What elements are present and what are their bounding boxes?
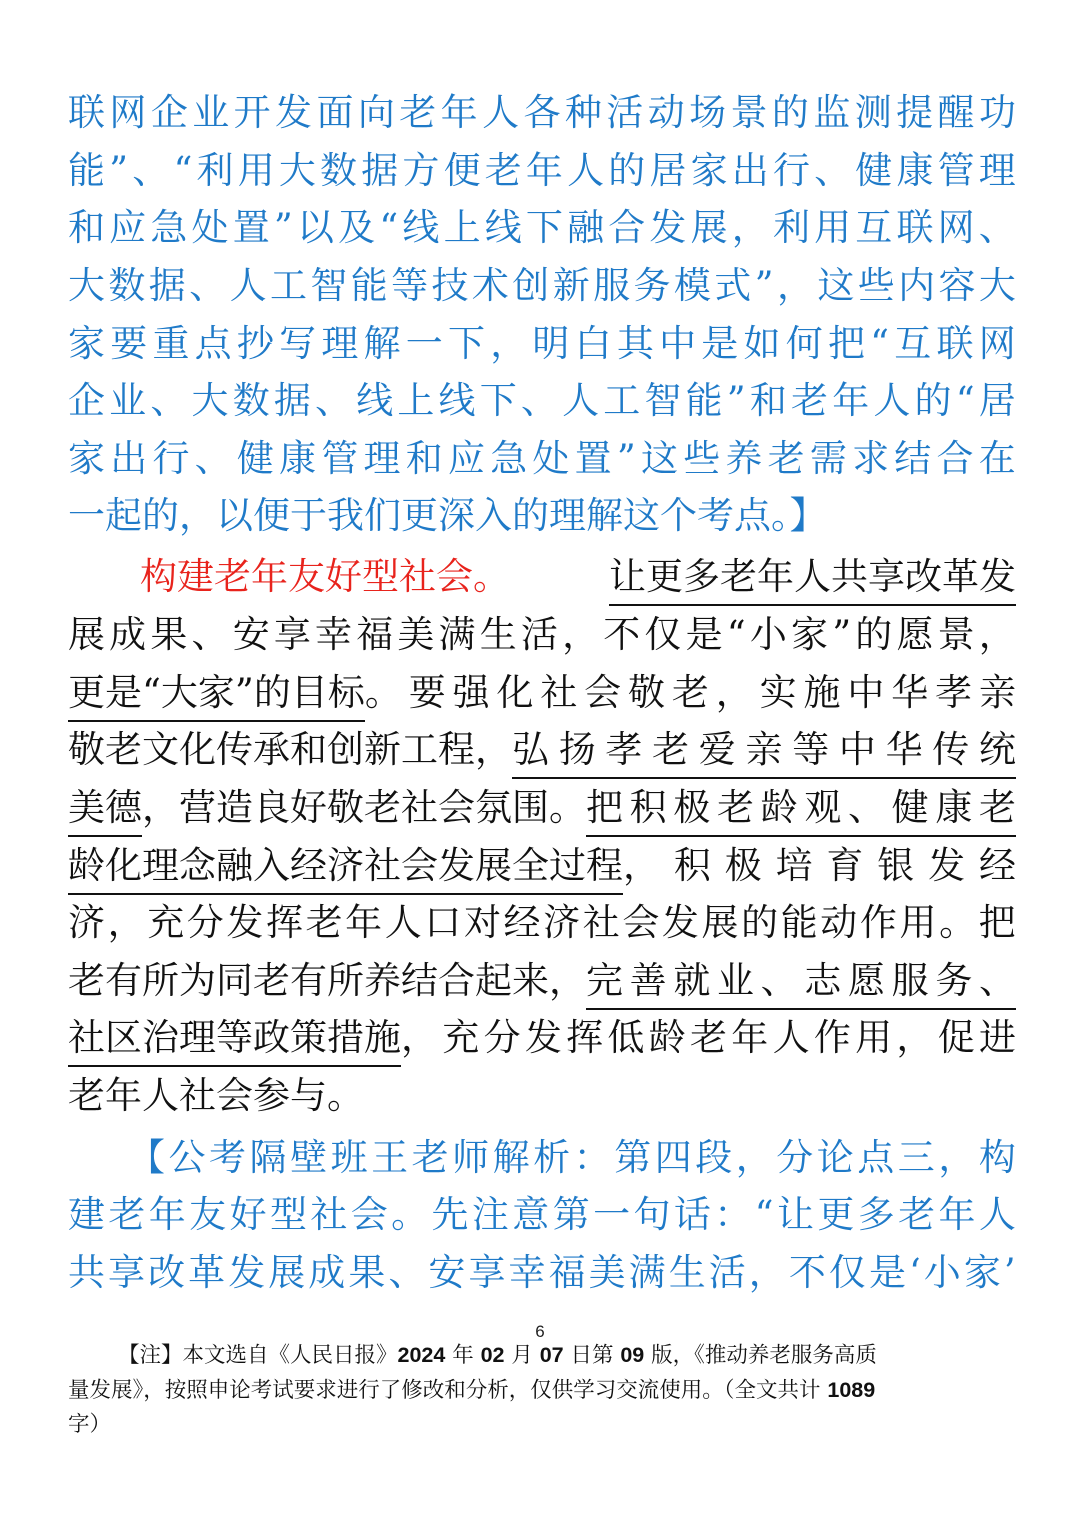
underlined-text: 更是“大家”的目标 bbox=[68, 664, 365, 722]
text-line: 老年人社会参与。 bbox=[68, 1074, 364, 1117]
underlined-text: 社区治理等政策措施 bbox=[68, 1009, 401, 1067]
footnote-line: 量发展》，按照申论考试要求进行了修改和分析，仅供学习交流使用。（全文共计 1089 bbox=[68, 1378, 876, 1403]
text-line: 大 数 据 、 人 工 智 能 等 技 术 创 新 服 务 模 式 ” ， 这 些 内 容 大 bbox=[68, 264, 1016, 307]
section-heading: 构建老年友好型社会。 bbox=[140, 555, 510, 598]
text-line: 企 业 、 大 数 据 、 线 上 线 下 、 人 工 智 能 ” 和 老 年 人 的 “ 居 bbox=[68, 379, 1016, 422]
text-line: 一起的，以便于我们更深入的理解这个考点。】 bbox=[68, 494, 827, 537]
text-line: 展 成 果 、 安 享 幸 福 美 满 生 活 ， 不 仅 是 “ 小 家 ” 的 愿 景 ， bbox=[68, 613, 1016, 656]
text-line: 能 ” 、 “ 利 用 大 数 据 方 便 老 年 人 的 居 家 出 行 、 健 康 管 理 bbox=[68, 149, 1016, 192]
footnote-line: 【注】本文选自《人民日报》2024 年 02 月 07 日第 09 版，《推动养老服务高质 bbox=[118, 1343, 877, 1368]
underlined-text: 美德 bbox=[68, 779, 142, 837]
underlined-text: 龄化理念融入经济社会发展全过程 bbox=[68, 837, 623, 895]
text-line: 【 公 考 隔 壁 班 王 老 师 解 析 ： 第 四 段 ， 分 论 点 三 ， 构 bbox=[128, 1136, 1016, 1179]
text-line: 美德 ，营造良好敬老社会氛围。 把积极老龄观、健康老 bbox=[68, 779, 1016, 837]
underlined-text: 让更多老年人共享改革发 bbox=[609, 548, 1016, 606]
text-line: 和 应 急 处 置 ” 以 及 “ 线 上 线 下 融 合 发 展 ， 利 用 互 联 网 、 bbox=[68, 206, 1016, 249]
text-line: 龄化理念融入经济社会发展全过程 ，积极培育银发经 bbox=[68, 837, 1016, 895]
text-line: 家 出 行 、 健 康 管 理 和 应 急 处 置 ” 这 些 养 老 需 求 结 合 在 bbox=[68, 437, 1016, 480]
text-line: 建 老 年 友 好 型 社 会 。 先 注 意 第 一 句 话 ： “ 让 更 多 老 年 人 bbox=[68, 1193, 1016, 1236]
text-line: 老有所为同老有所养结合起来， 完善就业、志愿服务、 bbox=[68, 952, 1016, 1010]
footnote-line: 字） bbox=[68, 1412, 112, 1437]
underlined-text: 把积极老龄观、健康老 bbox=[586, 779, 1016, 837]
text-line: 家 要 重 点 抄 写 理 解 一 下 ， 明 白 其 中 是 如 何 把 “ 互 联 网 bbox=[68, 322, 1016, 365]
text-line: 更是“大家”的目标 。要强化社会敬老，实施中华孝亲 bbox=[68, 664, 1016, 722]
text-line: 联 网 企 业 开 发 面 向 老 年 人 各 种 活 动 场 景 的 监 测 提 醒 功 bbox=[68, 91, 1016, 134]
text-line: 社区治理等政策措施 ，充分发挥低龄老年人作用，促进 bbox=[68, 1009, 1016, 1067]
text-line: 敬老文化传承和创新工程， 弘扬孝老爱亲等中华传统 bbox=[68, 721, 1016, 779]
underlined-text: 完善就业、志愿服务、 bbox=[586, 952, 1016, 1010]
text-line bbox=[140, 548, 1016, 606]
text-line: 共 享 改 革 发 展 成 果 、 安 享 幸 福 美 满 生 活 ， 不 仅 是 ‘ 小 家 ’ bbox=[68, 1251, 1016, 1294]
underlined-text: 弘扬孝老爱亲等中华传统 bbox=[512, 721, 1016, 779]
text-line: 济 ， 充 分 发 挥 老 年 人 口 对 经 济 社 会 发 展 的 能 动 作 用 。 把 bbox=[68, 901, 1016, 944]
footnote bbox=[68, 1338, 1016, 1442]
page-number: 6 bbox=[535, 1322, 545, 1341]
